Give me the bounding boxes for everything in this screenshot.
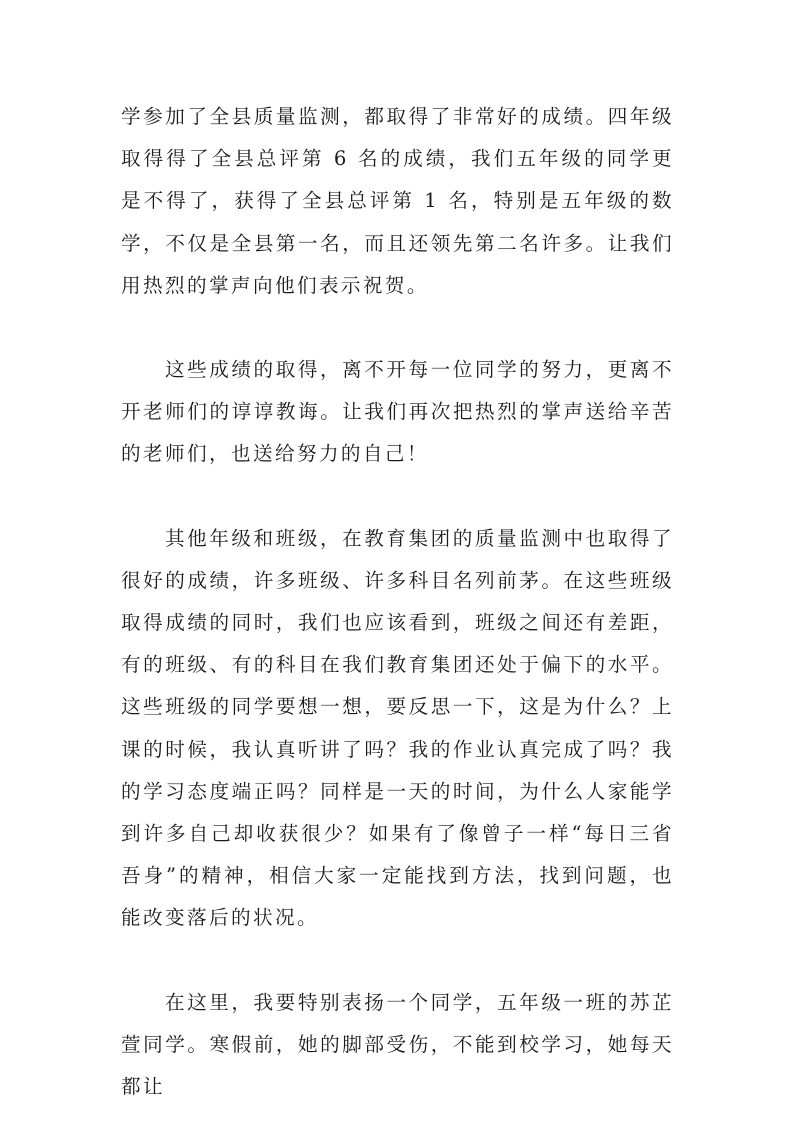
paragraph-other-classes: 其他年级和班级，在教育集团的质量监测中也取得了很好的成绩，许多班级、许多科目名列前茅。在这些班级取得成绩的同时，我们也应该看到，班级之间还有差距，有的班级、有的科目在我们教育集团还处于偏下的水平。这些班级的同学要想一想，要反思一下，这是为什么？上课的时候，我认真听讲了吗？我的作业认真完成了吗？我的学习态度端正吗？同样是一天的时间，为什么人家能学到许多自己却收获很少？如果有了像曾子一样“每日三省吾身”的精神，相信大家一定能找到方法，找到问题，也能改变落后的状况。 [121,526,674,930]
paragraph-thanks-teachers: 这些成绩的取得，离不开每一位同学的努力，更离不开老师们的谆谆教诲。让我们再次把热烈的掌声送给辛苦的老师们，也送给努力的自己！ [121,358,674,466]
paragraph-spacer [121,940,674,982]
paragraph-grade-results: 学参加了全县质量监测，都取得了非常好的成绩。四年级取得得了全县总评第 6 名的成绩，我们五年级的同学更是不得了，获得了全县总评第 1 名，特别是五年级的数学，不仅是全县第一名，而且还领先第二名许多。让我们用热烈的掌声向他们表示祝贺。 [121,105,674,297]
paragraph-praise-student: 在这里，我要特别表扬一个同学，五年级一班的苏芷萱同学。寒假前，她的脚部受伤，不能到校学习，她每天都让 [121,990,674,1099]
paragraph-spacer [121,476,674,518]
document-page [121,96,674,1108]
paragraph-spacer [121,307,674,349]
